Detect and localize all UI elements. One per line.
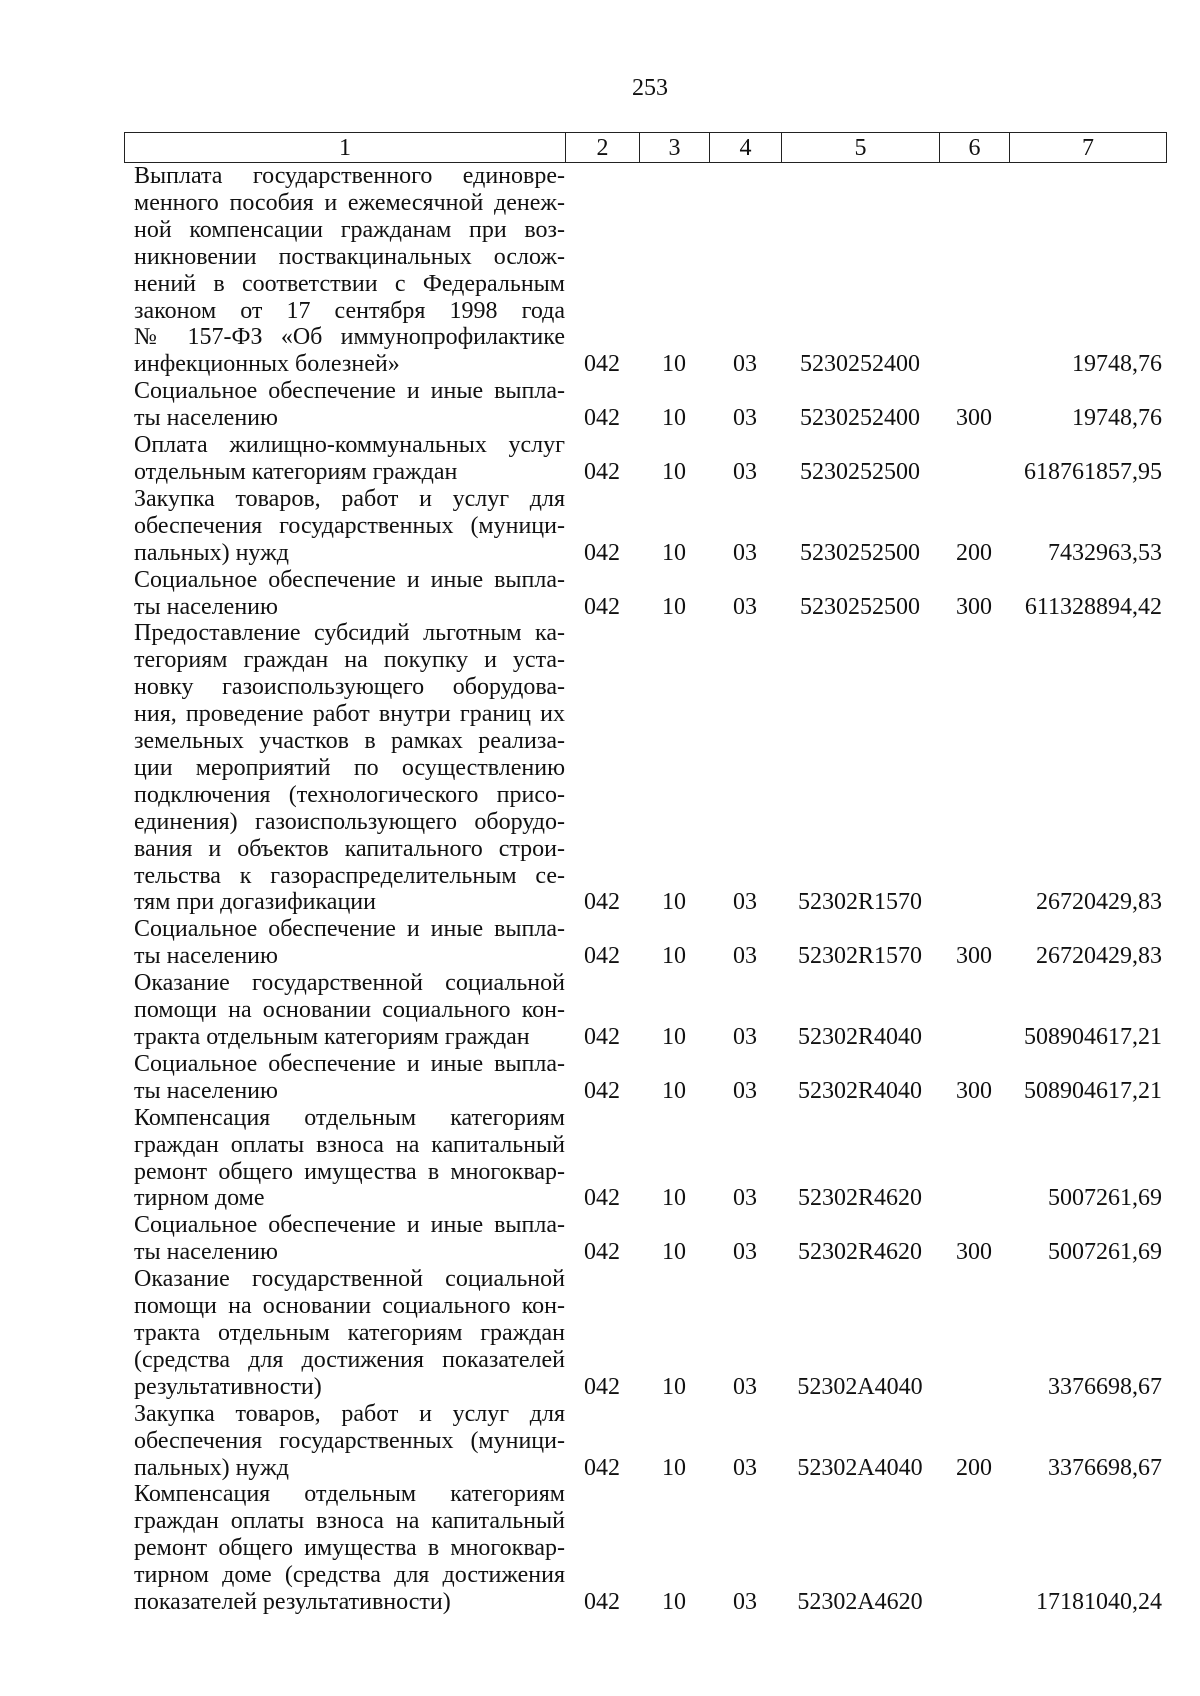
row-name-line: тегориям граждан на покупку и уста- [134,647,565,674]
row-name [124,1212,565,1266]
row-name-line: ремонт общего имущества в многоквар- [134,1535,565,1562]
row-col-5: 52302A4620 [797,1589,923,1616]
row-col-3: 10 [662,943,686,970]
table-row [124,1266,1166,1401]
row-col-5: 5230252500 [800,593,920,620]
row-col-4: 03 [733,458,757,485]
row-col-4: 03 [733,1077,757,1104]
table-row [124,620,1166,916]
row-col-7: 3376698,67 [1048,1373,1162,1400]
row-name [124,432,565,486]
column-header-6: 6 [940,133,1010,163]
row-name-line: пальных) нужд [134,539,289,566]
row-col-7: 618761857,95 [1024,458,1162,485]
row-name-line: Закупка товаров, работ и услуг для [134,1400,565,1427]
row-col-4: 03 [733,1454,757,1481]
table-row [124,916,1166,970]
row-name-line: показателей результативности) [134,1589,451,1616]
row-name-line: помощи на основании социального кон- [134,1293,565,1320]
row-col-3: 10 [662,1373,686,1400]
row-name [124,970,565,1051]
row-col-5: 52302R1570 [797,889,922,916]
row-col-7: 26720429,83 [1036,943,1162,970]
table-row [124,486,1166,567]
row-col-6: 300 [956,1077,992,1104]
row-col-7: 19748,76 [1072,405,1162,432]
row-name-line: Оказание государственной социальной [134,1266,565,1293]
page-number: 253 [632,75,668,101]
table-row [124,1212,1166,1266]
table-row [124,1401,1166,1482]
row-col-2: 042 [584,405,620,432]
row-name-line: никновении поствакцинальных ослож- [134,243,565,270]
row-name-line: тирном доме [134,1185,265,1212]
row-col-5: 52302R4040 [797,1077,922,1104]
row-col-2: 042 [584,943,620,970]
row-col-4: 03 [733,1373,757,1400]
row-name-line: граждан оплаты взноса на капитальный [134,1131,565,1158]
row-col-4: 03 [733,351,757,378]
row-name [124,163,565,378]
column-header-table [124,132,1167,163]
row-col-7: 5007261,69 [1048,1239,1162,1266]
row-name-line: ты населению [134,1077,278,1104]
row-name-line: Оказание государственной социальной [134,970,565,997]
row-col-4: 03 [733,539,757,566]
row-col-3: 10 [662,539,686,566]
row-col-3: 10 [662,458,686,485]
row-name-line: Выплата государственного единовре- [134,163,565,189]
row-name-line: ты населению [134,405,278,432]
row-name-line: граждан оплаты взноса на капитальный [134,1508,565,1535]
row-name-line: Компенсация отдельным категориям [134,1104,565,1131]
column-header-4: 4 [710,133,782,163]
column-header-1: 1 [125,133,566,163]
row-name-line: Социальное обеспечение и иные выпла- [134,1050,565,1077]
row-name-line: тельства к газораспределительным се- [134,862,565,889]
row-name-line: тирном доме (средства для достижения [134,1562,565,1589]
table-row [124,1051,1166,1105]
table-row [124,378,1166,432]
row-name-line: Социальное обеспечение и иные выпла- [134,378,565,405]
row-name [124,1266,565,1401]
row-col-5: 52302A4040 [797,1454,923,1481]
row-col-5: 52302R4620 [797,1239,922,1266]
row-col-3: 10 [662,889,686,916]
row-col-3: 10 [662,351,686,378]
row-col-3: 10 [662,405,686,432]
row-name-line: ции мероприятий по осуществлению [134,754,565,781]
row-name-line: тракта отдельным категориям граждан [134,1024,530,1050]
column-header-7: 7 [1010,133,1167,163]
row-name-line: обеспечения государственных (муници- [134,1427,565,1454]
row-name-line: пальных) нужд [134,1454,289,1481]
row-name-line: новку газоиспользующего оборудова- [134,674,565,701]
row-name-line: Закупка товаров, работ и услуг для [134,485,565,512]
column-header-3: 3 [640,133,710,163]
column-header-5: 5 [782,133,940,163]
row-name-line: инфекционных болезней» [134,351,400,378]
row-name-line: тракта отдельным категориям граждан [134,1319,565,1346]
row-col-4: 03 [733,889,757,916]
row-name [124,916,565,970]
table-row [124,1105,1166,1213]
row-name [124,620,565,916]
row-col-2: 042 [584,1239,620,1266]
row-name-line: ремонт общего имущества в многоквар- [134,1158,565,1185]
row-col-4: 03 [733,1185,757,1212]
table-row [124,1481,1166,1616]
table-row [124,432,1166,486]
row-col-4: 03 [733,593,757,620]
table-row [124,567,1166,621]
row-col-7: 5007261,69 [1048,1185,1162,1212]
row-col-2: 042 [584,458,620,485]
budget-rows [124,163,1166,1616]
row-col-6: 300 [956,593,992,620]
row-name-line: Предоставление субсидий льготным ка- [134,620,565,647]
row-col-5: 52302R4620 [797,1185,922,1212]
row-col-4: 03 [733,943,757,970]
row-name-line: менного пособия и ежемесячной денеж- [134,189,565,216]
row-col-5: 52302A4040 [797,1373,923,1400]
row-col-7: 26720429,83 [1036,889,1162,916]
row-col-4: 03 [733,1239,757,1266]
row-col-3: 10 [662,1185,686,1212]
row-col-6: 300 [956,943,992,970]
row-name-line: земельных участков в рамках реализа- [134,728,565,755]
row-name [124,486,565,567]
row-col-3: 10 [662,1589,686,1616]
row-name-line: ной компенсации гражданам при воз- [134,216,565,243]
table-row [124,163,1166,378]
row-col-3: 10 [662,1239,686,1266]
row-name-line: ния, проведение работ внутри границ их [134,701,565,728]
row-col-3: 10 [662,1024,686,1050]
row-name [124,1401,565,1482]
row-col-6: 200 [956,1454,992,1481]
row-name-line: ты населению [134,943,278,970]
row-col-2: 042 [584,1077,620,1104]
row-col-4: 03 [733,1589,757,1616]
row-col-3: 10 [662,1077,686,1104]
row-name-line: Социальное обеспечение и иные выпла- [134,566,565,593]
row-col-5: 5230252400 [800,405,920,432]
row-col-5: 52302R1570 [797,943,922,970]
row-col-2: 042 [584,1589,620,1616]
column-header-2: 2 [566,133,640,163]
row-col-6: 200 [956,539,992,566]
row-col-2: 042 [584,539,620,566]
row-col-7: 508904617,21 [1024,1024,1162,1050]
row-col-3: 10 [662,1454,686,1481]
row-col-5: 52302R4040 [797,1024,922,1050]
row-name-line: результативности) [134,1373,322,1400]
row-col-2: 042 [584,351,620,378]
row-col-2: 042 [584,1185,620,1212]
row-name-line: единения) газоиспользующего оборудо- [134,808,565,835]
row-name-line: Оплата жилищно-коммунальных услуг [134,432,565,459]
row-col-4: 03 [733,1024,757,1050]
column-header-row [125,133,1167,163]
row-name [124,378,565,432]
row-col-7: 3376698,67 [1048,1454,1162,1481]
row-col-7: 19748,76 [1072,351,1162,378]
table-row [124,970,1166,1051]
row-col-2: 042 [584,1373,620,1400]
row-col-3: 10 [662,593,686,620]
row-col-2: 042 [584,889,620,916]
row-col-2: 042 [584,1024,620,1050]
row-col-6: 300 [956,1239,992,1266]
row-name-line: Социальное обеспечение и иные выпла- [134,916,565,943]
row-name-line: тям при догазификации [134,889,376,916]
row-name-line: законом от 17 сентября 1998 года [134,297,565,324]
row-name [124,1481,565,1616]
row-name [124,1051,565,1105]
row-name-line: обеспечения государственных (муници- [134,512,565,539]
row-col-6: 300 [956,405,992,432]
row-name-line: Социальное обеспечение и иные выпла- [134,1212,565,1239]
row-col-5: 5230252500 [800,539,920,566]
row-col-7: 611328894,42 [1024,593,1162,620]
row-name-line: помощи на основании социального кон- [134,997,565,1024]
row-name-line: подключения (технологического присо- [134,781,565,808]
row-name-line: нений в соответствии с Федеральным [134,270,565,297]
row-name [124,1105,565,1213]
row-name-line: отдельным категориям граждан [134,458,458,485]
row-col-4: 03 [733,405,757,432]
row-name [124,567,565,621]
row-name-line: ты населению [134,1239,278,1266]
row-col-2: 042 [584,593,620,620]
row-col-7: 508904617,21 [1024,1077,1162,1104]
row-name-line: ты населению [134,593,278,620]
row-name-line: Компенсация отдельным категориям [134,1481,565,1508]
row-name-line: № 157-ФЗ «Об иммунопрофилактике [134,324,565,351]
row-col-5: 5230252500 [800,458,920,485]
row-col-7: 17181040,24 [1036,1589,1162,1616]
row-name-line: (средства для достижения показателей [134,1346,565,1373]
row-col-5: 5230252400 [800,351,920,378]
row-col-2: 042 [584,1454,620,1481]
row-col-7: 7432963,53 [1048,539,1162,566]
row-name-line: вания и объектов капитального строи- [134,835,565,862]
